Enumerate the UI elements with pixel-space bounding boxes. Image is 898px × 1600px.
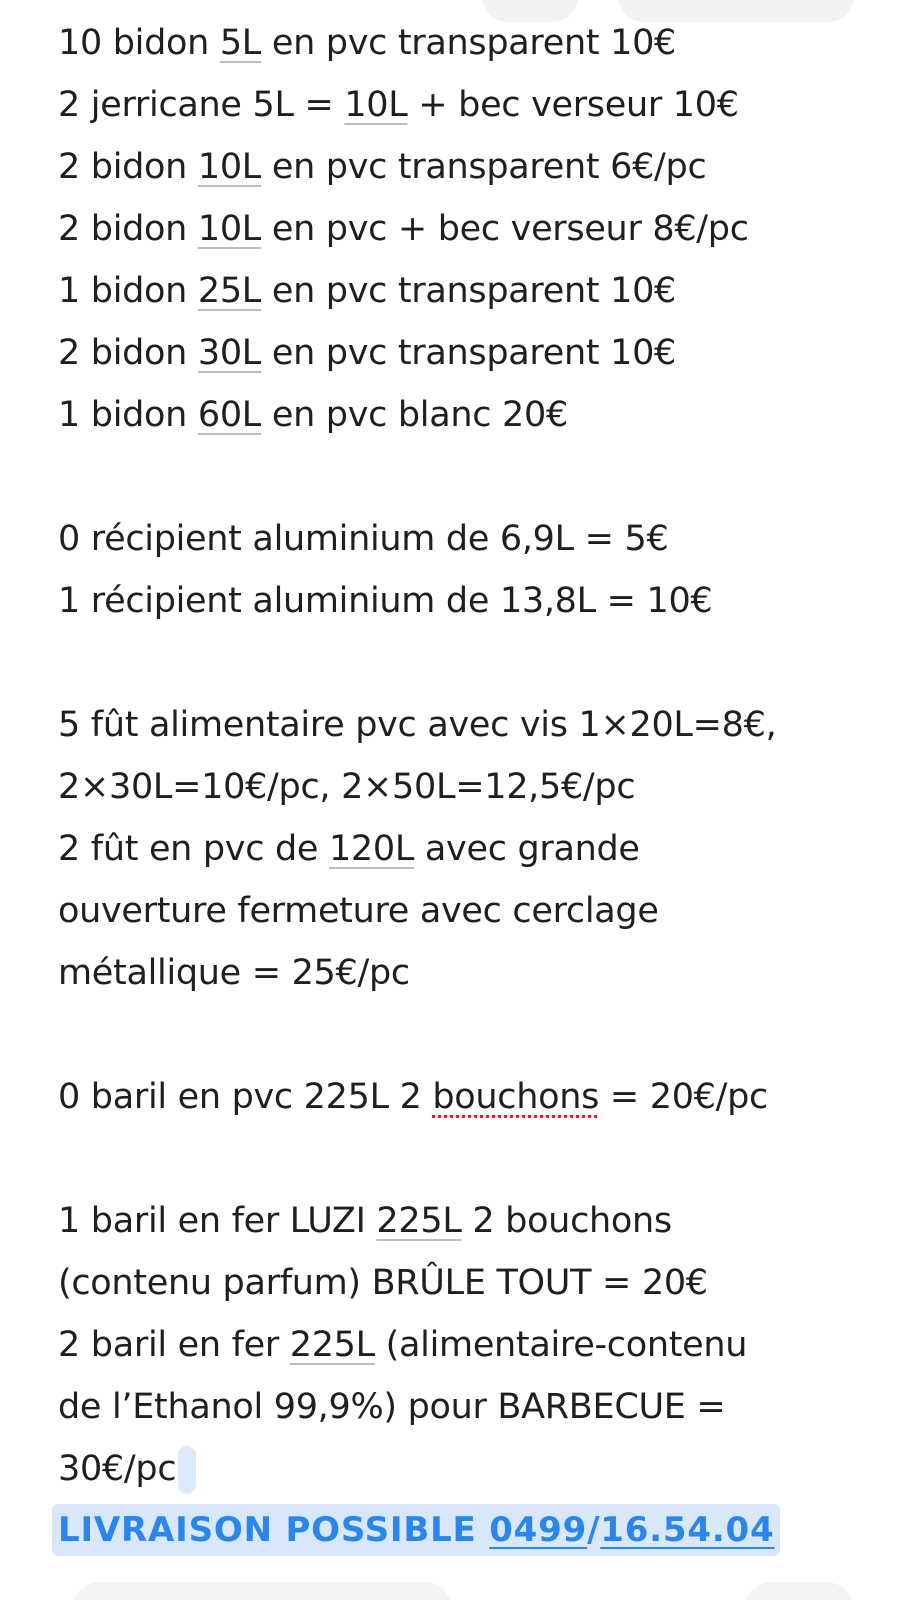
underlined-volume: 225L [289, 1325, 375, 1365]
note-line: 30€/pc [58, 1438, 878, 1500]
note-text-area[interactable] [58, 12, 878, 1556]
spellcheck-word[interactable]: bouchons [432, 1077, 600, 1117]
note-line: 2 bidon 30L en pvc transparent 10€ [58, 333, 677, 373]
note-line: 1 bidon 60L en pvc blanc 20€ [58, 395, 568, 435]
text-cursor-handle[interactable] [178, 1446, 196, 1494]
underlined-volume: 30L [197, 333, 262, 373]
note-line: métallique = 25€/pc [58, 953, 410, 993]
note-line: 0 récipient aluminium de 6,9L = 5€ [58, 519, 669, 559]
blank-line [58, 446, 878, 508]
note-line: 2 bidon 10L en pvc transparent 6€/pc [58, 147, 707, 187]
note-line: 2 baril en fer 225L (alimentaire-contenu [58, 1325, 748, 1365]
note-line: 10 bidon 5L en pvc transparent 10€ [58, 23, 677, 63]
delivery-label: LIVRAISON POSSIBLE [58, 1510, 490, 1550]
underlined-volume: 120L [328, 829, 415, 869]
underlined-volume: 225L [376, 1201, 462, 1241]
underlined-volume: 10L [344, 85, 408, 125]
underlined-volume: 25L [197, 271, 262, 311]
blank-line [58, 1004, 878, 1066]
note-line: 1 récipient aluminium de 13,8L = 10€ [58, 581, 713, 621]
underlined-volume: 10L [197, 209, 262, 249]
bottom-bubble [744, 1582, 854, 1600]
bottom-bubble [72, 1582, 452, 1600]
phone-link[interactable]: 0499 [489, 1510, 588, 1550]
phone-link[interactable]: 16.54.04 [600, 1510, 775, 1550]
blank-line [58, 632, 878, 694]
note-line: 5 fût alimentaire pvc avec vis 1×20L=8€, [58, 705, 777, 745]
phone-separator: / [587, 1510, 601, 1550]
delivery-highlight [52, 1504, 780, 1556]
note-line: 1 baril en fer LUZI 225L 2 bouchons [58, 1201, 672, 1241]
note-line: 0 baril en pvc 225L 2 bouchons = 20€/pc [58, 1077, 768, 1117]
note-line: ouverture fermeture avec cerclage [58, 891, 659, 931]
underlined-volume: 10L [197, 147, 262, 187]
note-line: (contenu parfum) BRÛLE TOUT = 20€ [58, 1263, 708, 1303]
note-line: 1 bidon 25L en pvc transparent 10€ [58, 271, 677, 311]
underlined-volume: 5L [219, 23, 262, 63]
note-line: de l’Ethanol 99,9%) pour BARBECUE = [58, 1387, 726, 1427]
note-line: 2×30L=10€/pc, 2×50L=12,5€/pc [58, 767, 636, 807]
underlined-volume: 60L [197, 395, 262, 435]
note-line: 2 jerricane 5L = 10L + bec verseur 10€ [58, 85, 739, 125]
note-line: 2 bidon 10L en pvc + bec verseur 8€/pc [58, 209, 749, 249]
blank-line [58, 1128, 878, 1190]
note-line: 2 fût en pvc de 120L avec grande [58, 829, 640, 869]
